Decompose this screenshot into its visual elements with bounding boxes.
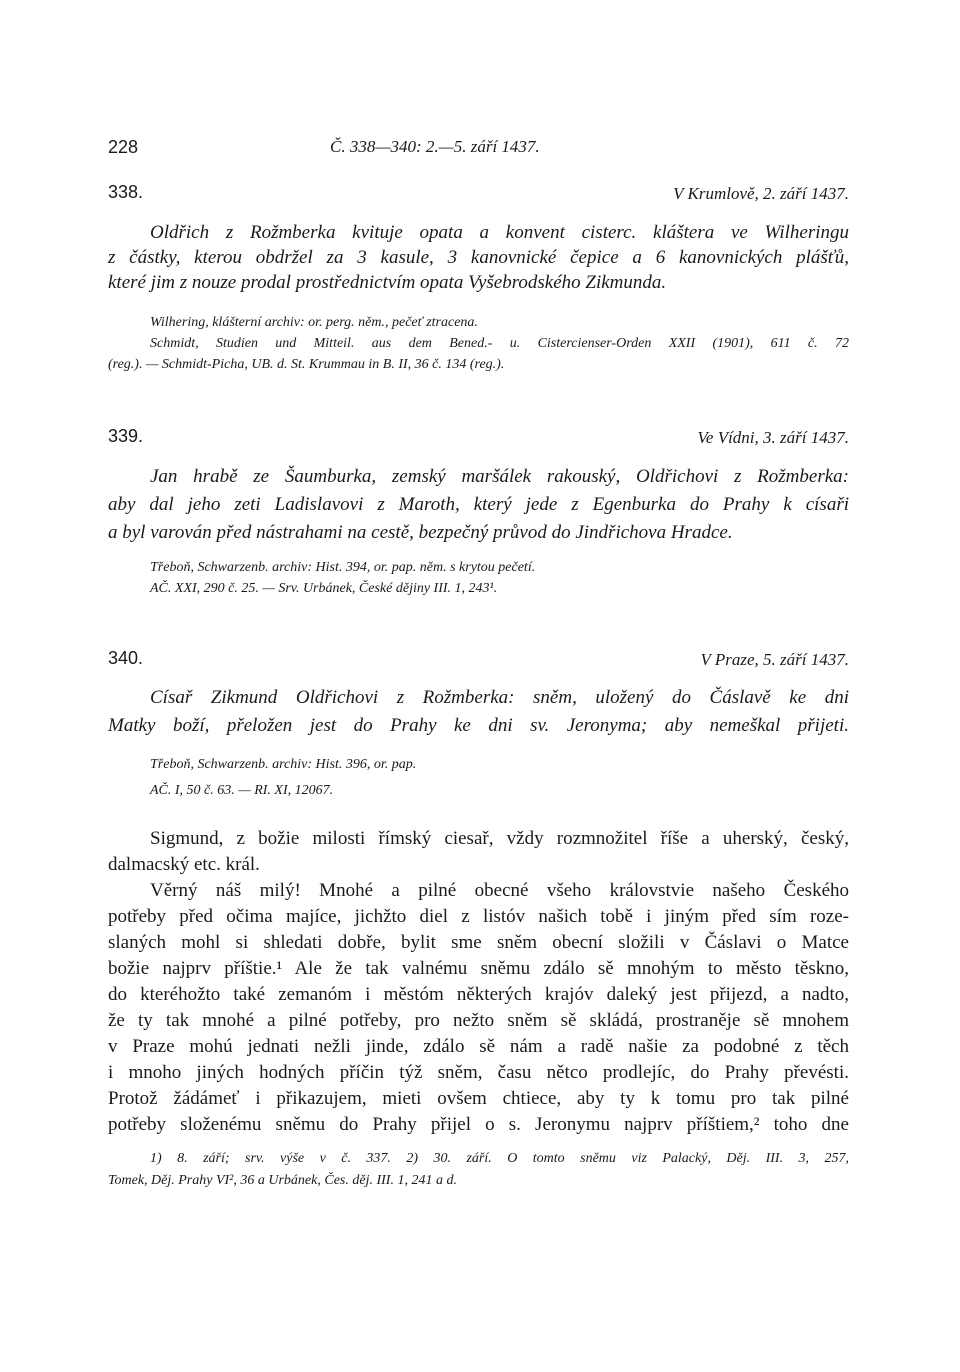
entry-number: 338. bbox=[108, 182, 144, 202]
entry-regest: Císař Zikmund Oldřichovi z Rožmberka: sněm, uložený do Čáslavě ke dni Matky boží, přeložen jest do Prahy ke dni sv. Jeronyma; aby nemeškal přijeti. bbox=[108, 687, 849, 736]
entry-place-date: V Praze, 5. září 1437. bbox=[700, 650, 849, 669]
footnotes: 1) 8. září; srv. výše v č. 337. 2) 30. září. O tomto sněmu viz Palacký, Děj. III. 3, 257, Tomek, Děj. Prahy VI², 36 a Urbánek, Čes. děj. III. 1, 241 a d. bbox=[108, 1151, 849, 1188]
entry-number: 340. bbox=[108, 648, 144, 668]
entry-sources: Třeboň, Schwarzenb. archiv: Hist. 396, or. pap. AČ. I, 50 č. 63. — RI. XI, 12067. bbox=[150, 757, 417, 798]
running-title: Č. 338—340: 2.—5. září 1437. bbox=[330, 137, 540, 156]
entry-place-date: V Krumlově, 2. září 1437. bbox=[673, 184, 849, 203]
entry-regest: Oldřich z Rožmberka kvituje opata a konvent cisterc. kláštera ve Wilheringu z částky, kterou obdržel za 3 kasule, 3 kanovnické čepice a 6 kanovnických plášťů, které jim z nouze prodal prostřednictvím opata Vyšebrodského Zikmunda. bbox=[108, 222, 849, 293]
entry-number: 339. bbox=[108, 426, 144, 446]
page-number: 228 bbox=[108, 137, 139, 157]
document-body-text: Sigmund, z božie milosti římský ciesař, vždy rozmnožitel říše a uherský, český, dalmacský etc. král. Věrný náš milý! Mnohé a pilné obecné všeho královstvie našeho Českého potřeby před očima majíce, jichžto diel z listóv našich tobě i jiným před sím roze- slaných mohl si shledati dobře, bylit sme sněm obecní složili v Čáslavi o Matce božie najprv příštie.¹ Ale že tak valnému sněmu zdálo sě mnohým to město těskno, do kteréhožto také zemanóm i městóm některých krajóv daleký jest přijezd, a nadto, že ty tak mnohé a pilné potřeby, pro nežto sněm sě skládá, prostraněje sě mnohem v Praze mohú jednati nežli jinde, zdálo sě nám a radě našie za podobné z těch i mnoho jiných hodných příčin týž sněm, času nětco prodlejíc, do Prahy převésti. Protož žádámeť i přikazujem, mieti ovšem chtiece, aby ty k tomu pro tak pilné potřeby složenému sněmu do Prahy přijel o s. Jeronymu najprv příštiem,² toho dne bbox=[108, 828, 849, 1135]
entry-regest: Jan hrabě ze Šaumburka, zemský maršálek rakouský, Oldřichovi z Rožmberka: aby dal jeho zeti Ladislavovi z Maroth, který jede z Egenburka do Prahy k císaři a byl varován před nástrahami na cestě, bezpečný průvod do Jindřichova Hradce. bbox=[108, 466, 849, 543]
entry-place-date: Ve Vídni, 3. září 1437. bbox=[697, 428, 849, 447]
entry-sources: Třeboň, Schwarzenb. archiv: Hist. 394, or. pap. něm. s krytou pečetí. AČ. XXI, 290 č. 25. — Srv. Urbánek, České dějiny III. 1, 243¹. bbox=[150, 560, 536, 596]
entry-sources: Wilhering, klášterní archiv: or. perg. něm., pečeť ztracena. Schmidt, Studien und Mitteil. aus dem Bened.- u. Cistercienser-Orden XXII (1901), 611 č. 72 (reg.). — Schmidt-Picha, UB. d. St. Krummau in B. II, 36 č. 134 (reg.). bbox=[108, 315, 849, 372]
